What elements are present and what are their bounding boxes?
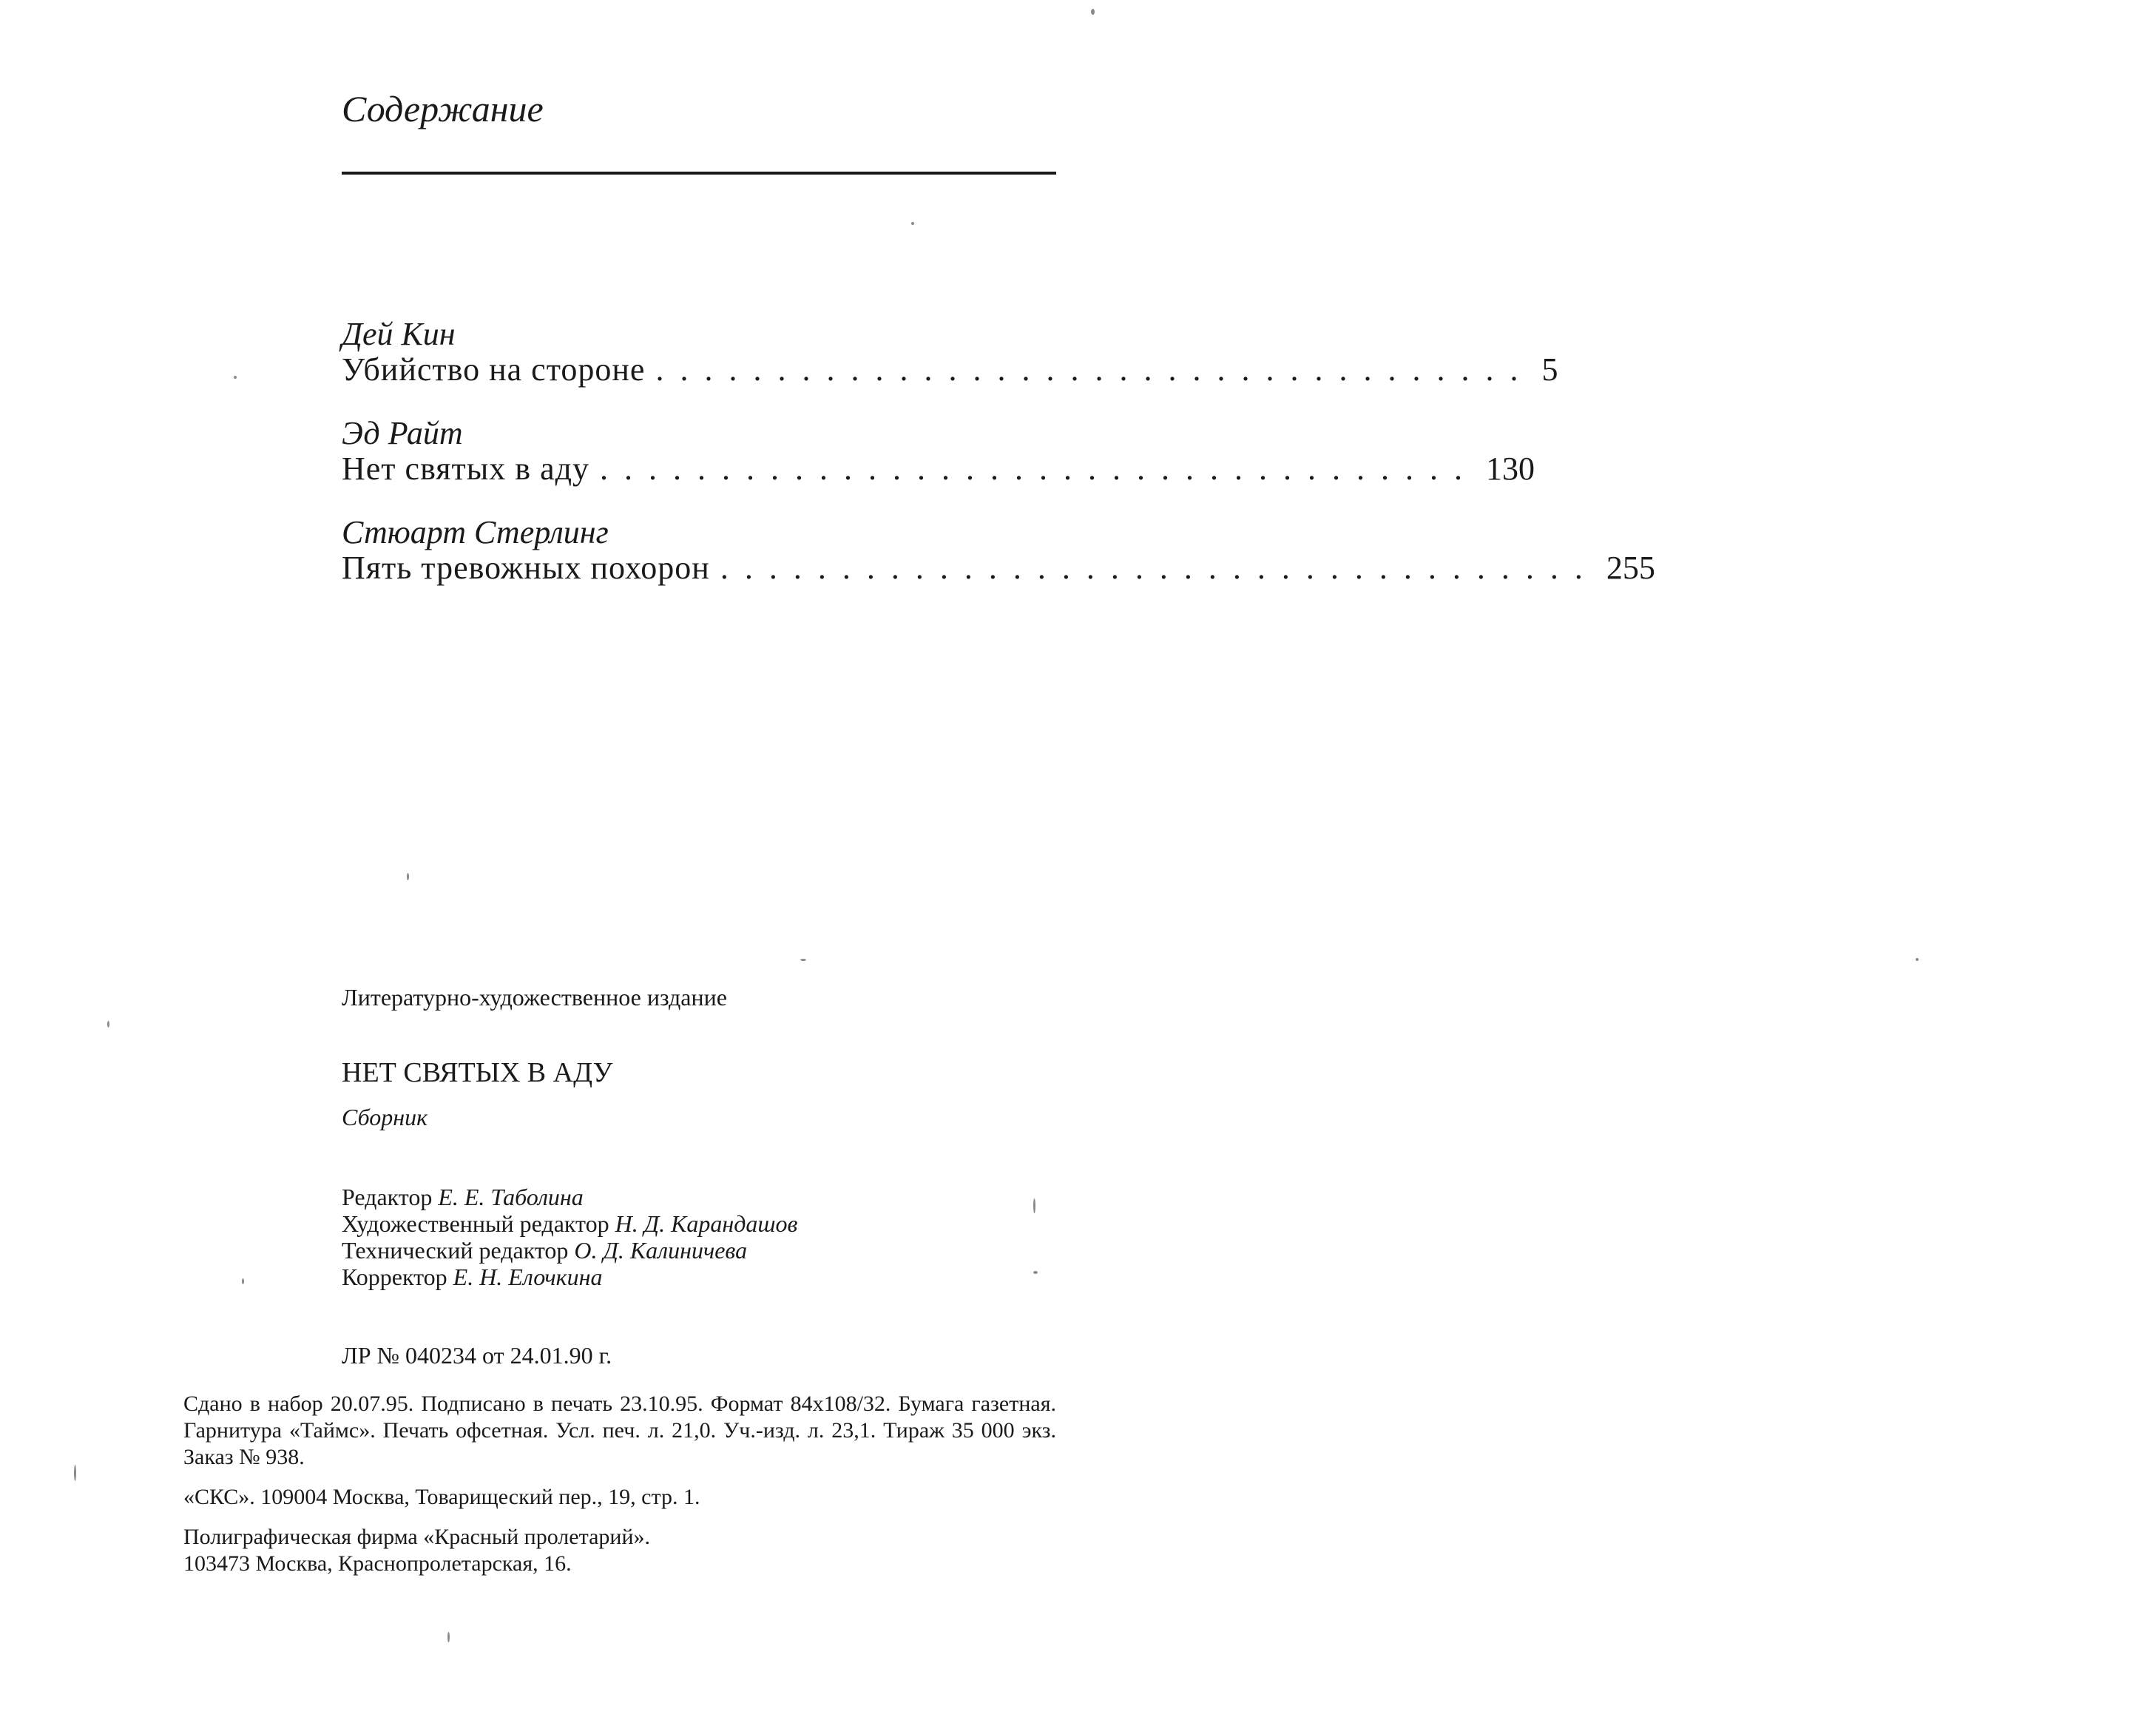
toc-line xyxy=(342,351,1558,388)
toc-page-number: 5 xyxy=(1541,351,1558,388)
credit-role: Технический редактор xyxy=(342,1237,569,1264)
dot-leader: .................................... xyxy=(655,351,1535,388)
toc-title: Пять тревожных похорон xyxy=(342,550,710,586)
publisher-address: «СКС». 109004 Москва, Товарищеский пер., 19, стр. 1. xyxy=(183,1485,700,1509)
scan-speck xyxy=(1033,1198,1035,1213)
scan-speck xyxy=(107,1021,109,1028)
printer-address: 103473 Москва, Краснопролетарская, 16. xyxy=(183,1551,572,1576)
print-details: Сдано в набор 20.07.95. Подписано в печать 23.10.95. Формат 84x108/32. Бумага газетная. Гарнитура «Таймс». Печать офсетная. Усл. печ. л. 21,0. Уч.-изд. л. 23,1. Тираж 35 000 экз. Заказ № 938. xyxy=(183,1392,1056,1469)
credit-name: О. Д. Калиничева xyxy=(574,1237,748,1264)
scan-speck xyxy=(911,222,914,225)
printer-name: Полиграфическая фирма «Красный пролетарий». xyxy=(183,1525,650,1549)
credit-row xyxy=(342,1184,797,1210)
toc-page-number: 130 xyxy=(1485,451,1535,487)
book-genre: Сборник xyxy=(342,1104,428,1130)
scan-speck xyxy=(242,1278,244,1284)
toc-entry xyxy=(342,514,1655,586)
scan-speck xyxy=(1033,1271,1038,1274)
dot-leader: .................................... xyxy=(720,550,1599,586)
scan-speck xyxy=(1091,9,1095,15)
scan-speck xyxy=(407,873,409,880)
contents-heading: Содержание xyxy=(342,88,544,129)
credit-name: Н. Д. Карандашов xyxy=(615,1210,798,1237)
credit-role: Редактор xyxy=(342,1184,433,1210)
scan-speck xyxy=(447,1632,450,1642)
scan-speck xyxy=(234,376,237,379)
credits-list xyxy=(342,1184,797,1290)
toc-author: Дей Кин xyxy=(342,316,456,352)
toc-author: Стюарт Стерлинг xyxy=(342,514,609,550)
edition-type: Литературно-художественное издание xyxy=(342,984,727,1011)
toc-title: Нет святых в аду xyxy=(342,451,589,487)
toc-entry xyxy=(342,316,1558,388)
toc-title: Убийство на стороне xyxy=(342,351,646,388)
credit-row xyxy=(342,1210,797,1237)
toc-author: Эд Райт xyxy=(342,415,463,451)
toc-page-number: 255 xyxy=(1606,550,1655,586)
scan-speck xyxy=(74,1465,76,1481)
credit-role: Художественный редактор xyxy=(342,1210,609,1237)
credit-role: Корректор xyxy=(342,1264,447,1290)
toc-line xyxy=(342,451,1535,487)
toc-line xyxy=(342,550,1655,586)
heading-rule xyxy=(342,172,1056,175)
credit-name: Е. Н. Елочкина xyxy=(453,1264,603,1290)
dot-leader: .................................... xyxy=(599,451,1479,487)
credit-row xyxy=(342,1264,797,1290)
credit-row xyxy=(342,1237,797,1264)
printer-info xyxy=(183,1524,650,1577)
scan-speck xyxy=(1916,958,1919,961)
license-number: ЛР № 040234 от 24.01.90 г. xyxy=(342,1342,612,1369)
credit-name: Е. Е. Таболина xyxy=(438,1184,584,1210)
scan-speck xyxy=(800,959,806,961)
toc-entry xyxy=(342,415,1535,487)
book-title: НЕТ СВЯТЫХ В АДУ xyxy=(342,1057,613,1088)
